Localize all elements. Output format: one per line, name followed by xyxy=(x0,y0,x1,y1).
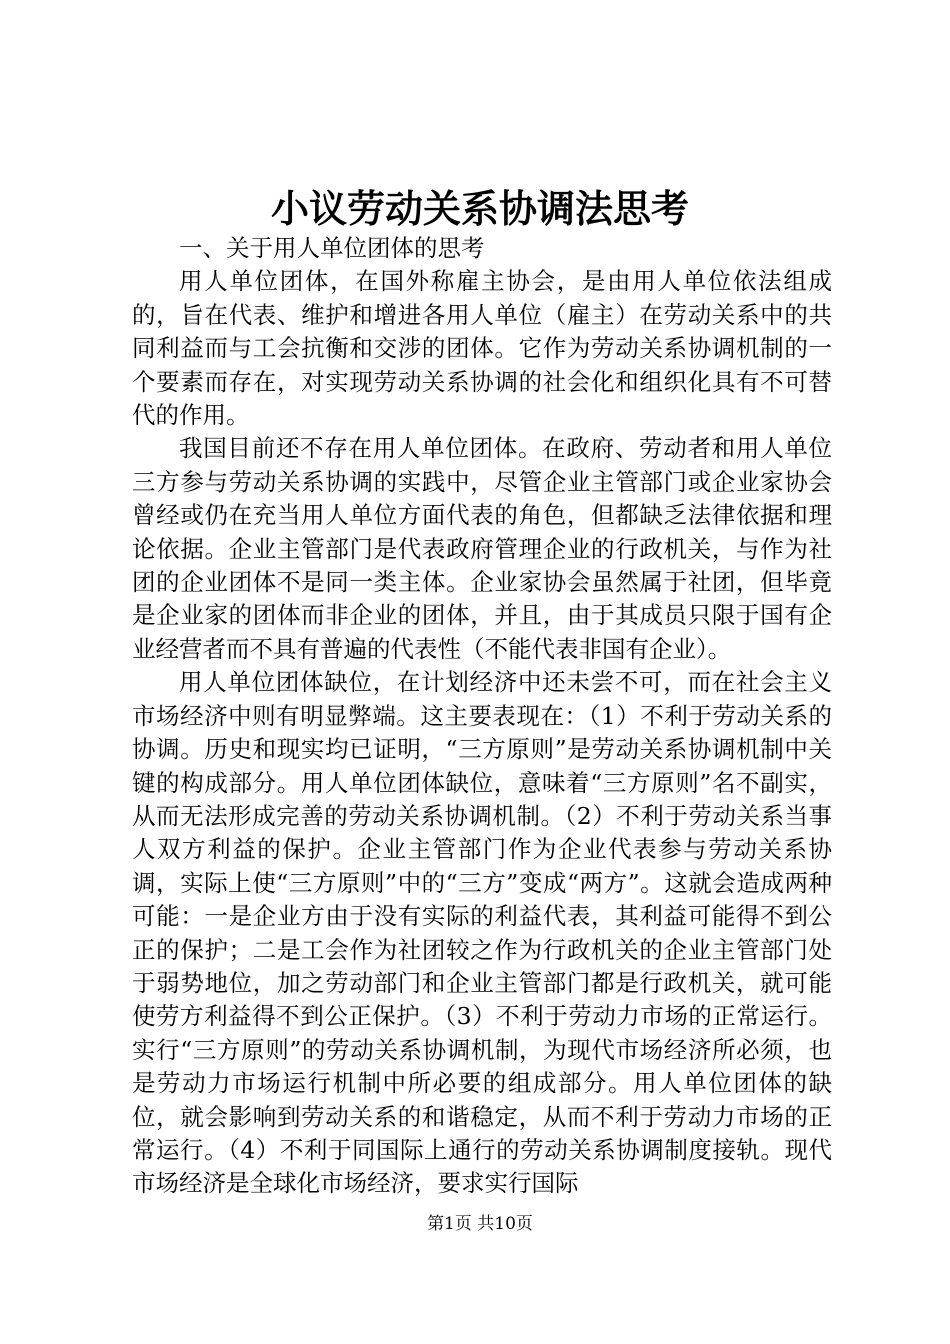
page-number-footer: 第1页 共10页 xyxy=(427,1214,533,1234)
section-heading: 一、关于用人单位团体的思考 xyxy=(179,234,485,262)
body-paragraph: 我国目前还不存在用人单位团体。在政府、劳动者和用人单位三方参与劳动关系协调的实践中，尽管企业主管部门或企业家协会曾经或仍在充当用人单位方面代表的角色，但都缺乏法律依据和理论依据。企业主管部门是代表政府管理企业的行政机关，与作为社团的企业团体不是同一类主体。企业家协会虽然属于社团，但毕竟是企业家的团体而非企业的团体，并且，由于其成员只限于国有企业经营者而不具有普遍的代表性（不能代表非国有企业）。 xyxy=(132,434,832,663)
body-paragraph: 用人单位团体缺位，在计划经济中还未尝不可，而在社会主义市场经济中则有明显弊端。这主要表现在：（1）不利于劳动关系的协调。历史和现实均已证明，“三方原则”是劳动关系协调机制中关键的构成部分。用人单位团体缺位，意味着“三方原则”名不副实，从而无法形成完善的劳动关系协调机制。（2）不利于劳动关系当事人双方利益的保护。企业主管部门作为企业代表参与劳动关系协调，实际上使“三方原则”中的“三方”变成“两方”。这就会造成两种可能：一是企业方由于没有实际的利益代表，其利益可能得不到公正的保护；二是工会作为社团较之作为行政机关的企业主管部门处于弱势地位，加之劳动部门和企业主管部门都是行政机关，就可能使劳方利益得不到公正保护。（3）不利于劳动力市场的正常运行。实行“三方原则”的劳动关系协调机制，为现代市场经济所必须，也是劳动力市场运行机制中所必要的组成部分。用人单位团体的缺位，就会影响到劳动关系的和谐稳定，从而不利于劳动力市场的正常运行。（4）不利于同国际上通行的劳动关系协调制度接轨。现代市场经济是全球化市场经济，要求实行国际 xyxy=(132,668,832,1198)
document-title: 小议劳动关系协调法思考 xyxy=(270,186,689,231)
body-paragraph: 用人单位团体，在国外称雇主协会，是由用人单位依法组成的，旨在代表、维护和增进各用人单位（雇主）在劳动关系中的共同利益而与工会抗衡和交涉的团体。它作为劳动关系协调机制的一个要素而存在，对实现劳动关系协调的社会化和组织化具有不可替代的作用。 xyxy=(132,267,832,430)
document-body xyxy=(132,232,832,1201)
